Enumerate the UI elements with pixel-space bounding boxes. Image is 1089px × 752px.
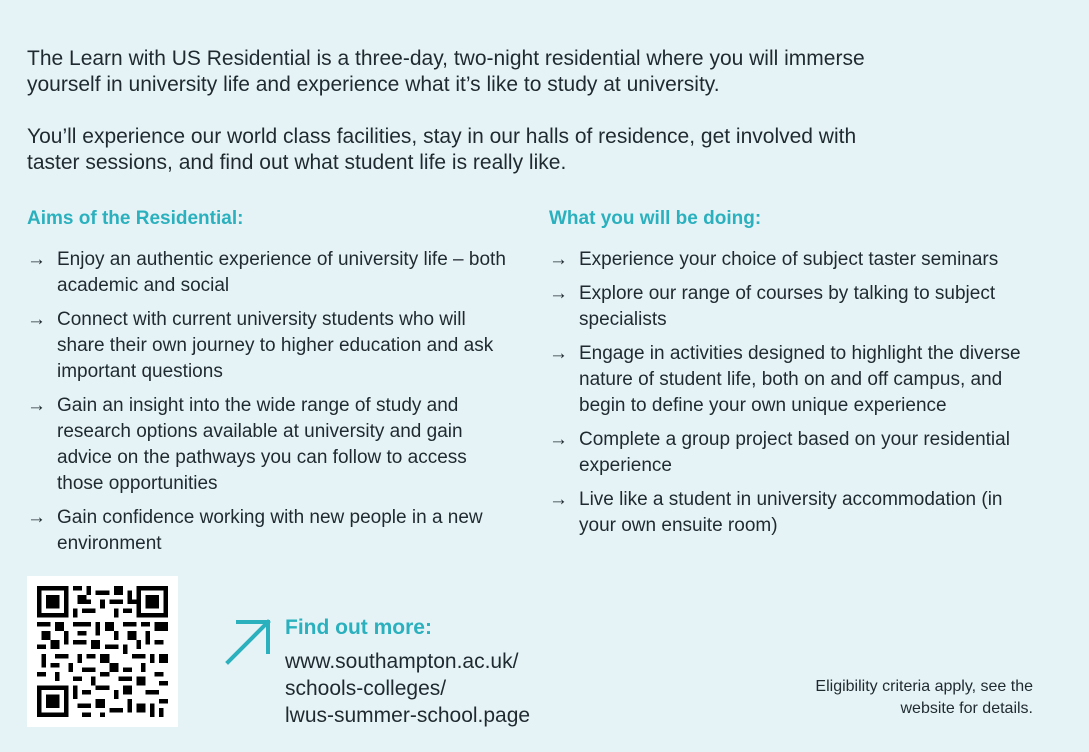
- doing-item: [549, 487, 1029, 539]
- eligibility-note: Eligibility criteria apply, see the website for details.: [815, 678, 1033, 717]
- doing-item: [549, 281, 1029, 333]
- doing-section: [549, 207, 1029, 547]
- doing-item-text: Live like a student in university accommodation (in your own ensuite room): [579, 489, 1003, 536]
- doing-item-text: Complete a group project based on your residential experience: [579, 429, 1010, 476]
- doing-item-text: Engage in activities designed to highlight the diverse nature of student life, both on and off campus, and begin to define your own unique experience: [579, 343, 1021, 416]
- aims-item-text: Connect with current university students who will share their own journey to higher education and ask important questions: [57, 309, 494, 382]
- arrow-right-icon: →: [549, 343, 568, 364]
- arrow-right-icon: →: [549, 283, 568, 304]
- arrow-right-icon: →: [27, 309, 46, 330]
- aims-section: [27, 207, 512, 565]
- website-link[interactable]: [285, 648, 530, 729]
- arrow-right-icon: →: [549, 429, 568, 450]
- aims-item: [27, 505, 512, 557]
- doing-heading: What you will be doing:: [549, 208, 762, 229]
- aims-item-text: Enjoy an authentic experience of university life – both academic and social: [57, 249, 506, 296]
- arrow-up-right-icon: [224, 618, 274, 673]
- aims-item-text: Gain an insight into the wide range of study and research options available at university and gain advice on the pathways you can follow to access those opportunities: [57, 395, 467, 494]
- aims-item: [27, 247, 512, 299]
- arrow-right-icon: →: [549, 249, 568, 270]
- arrow-right-icon: →: [27, 507, 46, 528]
- doing-item: [549, 247, 1029, 273]
- arrow-right-icon: →: [27, 395, 46, 416]
- doing-item: [549, 341, 1029, 419]
- aims-item: [27, 307, 512, 385]
- arrow-right-icon: →: [549, 489, 568, 510]
- doing-item-text: Experience your choice of subject taster seminars: [579, 249, 999, 270]
- doing-item-text: Explore our range of courses by talking to subject specialists: [579, 283, 996, 330]
- url-line-2: schools-colleges/: [285, 677, 447, 700]
- intro-text: [27, 46, 907, 202]
- aims-heading: Aims of the Residential:: [27, 208, 244, 229]
- find-out-more-heading: Find out more:: [285, 616, 432, 639]
- qr-code-icon: [37, 586, 168, 717]
- find-out-more: [285, 614, 530, 729]
- qr-code[interactable]: [27, 576, 178, 727]
- aims-item-text: Gain confidence working with new people in a new environment: [57, 507, 483, 554]
- url-line-3: lwus-summer-school.page: [285, 704, 531, 727]
- url-line-1: www.southampton.ac.uk/: [285, 650, 519, 673]
- arrow-right-icon: →: [27, 249, 46, 270]
- aims-item: [27, 393, 512, 497]
- doing-item: [549, 427, 1029, 479]
- intro-paragraph-1: The Learn with US Residential is a three-day, two-night residential where you will immerse yourself in university life and experience what it’s like to study at university.: [27, 47, 865, 96]
- intro-paragraph-2: You’ll experience our world class facilities, stay in our halls of residence, get involved with taster sessions, and find out what student life is really like.: [27, 125, 857, 174]
